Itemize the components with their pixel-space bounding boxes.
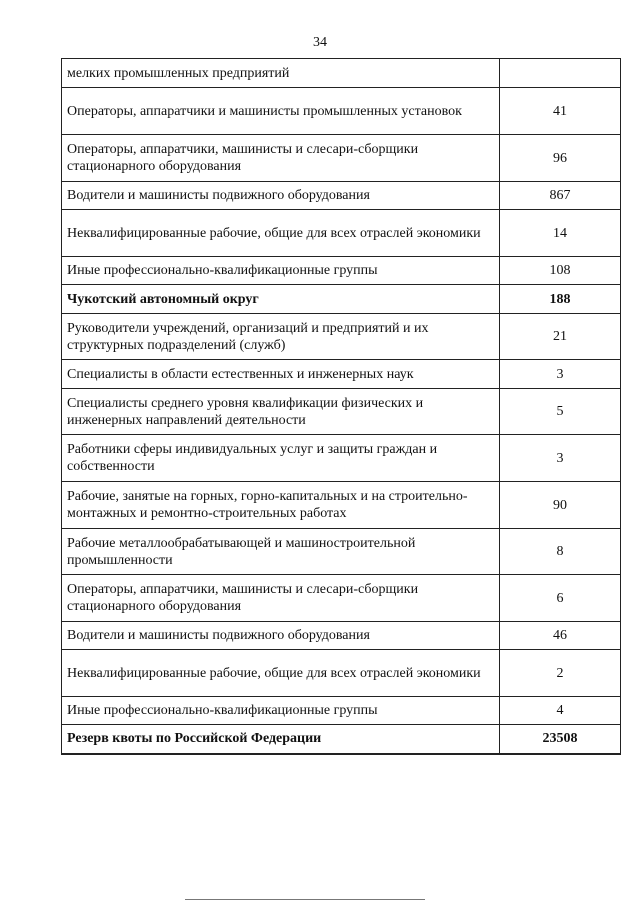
table-row: [62, 182, 621, 210]
row-value: 41: [500, 88, 621, 135]
table-row: [62, 285, 621, 314]
row-name: Неквалифицированные рабочие, общие для всех отраслей экономики: [62, 210, 500, 257]
table-row: [62, 257, 621, 285]
table-row: [62, 575, 621, 622]
table-row: [62, 210, 621, 257]
reserve-name: Резерв квоты по Российской Федерации: [62, 725, 500, 754]
row-value: 96: [500, 135, 621, 182]
row-value: 5: [500, 389, 621, 435]
table-row: [62, 314, 621, 360]
row-value: 108: [500, 257, 621, 285]
row-value: 4: [500, 697, 621, 725]
row-name: Специалисты среднего уровня квалификации физических и инженерных направлений деятельности: [62, 389, 500, 435]
row-name: Водители и машинисты подвижного оборудования: [62, 622, 500, 650]
table-row: [62, 389, 621, 435]
row-name: Иные профессионально-квалификационные группы: [62, 697, 500, 725]
table-row: [62, 725, 621, 754]
row-name: Руководители учреждений, организаций и предприятий и их структурных подразделений (служб): [62, 314, 500, 360]
row-value: 90: [500, 482, 621, 529]
table-row: [62, 529, 621, 575]
row-value: 6: [500, 575, 621, 622]
row-name: Рабочие, занятые на горных, горно-капитальных и на строительно-монтажных и ремонтно-строительных работах: [62, 482, 500, 529]
row-name: Рабочие металлообрабатывающей и машиностроительной промышленности: [62, 529, 500, 575]
page-number: 34: [313, 35, 327, 50]
table-row: [62, 59, 621, 88]
row-name: Водители и машинисты подвижного оборудования: [62, 182, 500, 210]
table-row: [62, 697, 621, 725]
row-value: 867: [500, 182, 621, 210]
row-value: 3: [500, 435, 621, 482]
row-name: Операторы, аппаратчики, машинисты и слесари-сборщики стационарного оборудования: [62, 135, 500, 182]
row-value: 14: [500, 210, 621, 257]
table-row: [62, 360, 621, 389]
table-row: [62, 135, 621, 182]
row-value: 8: [500, 529, 621, 575]
quota-table: [61, 58, 621, 755]
region-total: 188: [500, 285, 621, 314]
row-name: Неквалифицированные рабочие, общие для всех отраслей экономики: [62, 650, 500, 697]
table-row: [62, 482, 621, 529]
table-row: [62, 650, 621, 697]
row-value: [500, 59, 621, 88]
row-value: 2: [500, 650, 621, 697]
region-name: Чукотский автономный округ: [62, 285, 500, 314]
row-name: мелких промышленных предприятий: [62, 59, 500, 88]
row-value: 3: [500, 360, 621, 389]
table-row: [62, 435, 621, 482]
row-name: Операторы, аппаратчики и машинисты промышленных установок: [62, 88, 500, 135]
row-name: Работники сферы индивидуальных услуг и защиты граждан и собственности: [62, 435, 500, 482]
table-row: [62, 88, 621, 135]
table-row: [62, 622, 621, 650]
row-name: Операторы, аппаратчики, машинисты и слесари-сборщики стационарного оборудования: [62, 575, 500, 622]
scan-edge-line: [185, 899, 425, 900]
row-value: 21: [500, 314, 621, 360]
row-name: Иные профессионально-квалификационные группы: [62, 257, 500, 285]
row-value: 46: [500, 622, 621, 650]
row-name: Специалисты в области естественных и инженерных наук: [62, 360, 500, 389]
reserve-total: 23508: [500, 725, 621, 754]
